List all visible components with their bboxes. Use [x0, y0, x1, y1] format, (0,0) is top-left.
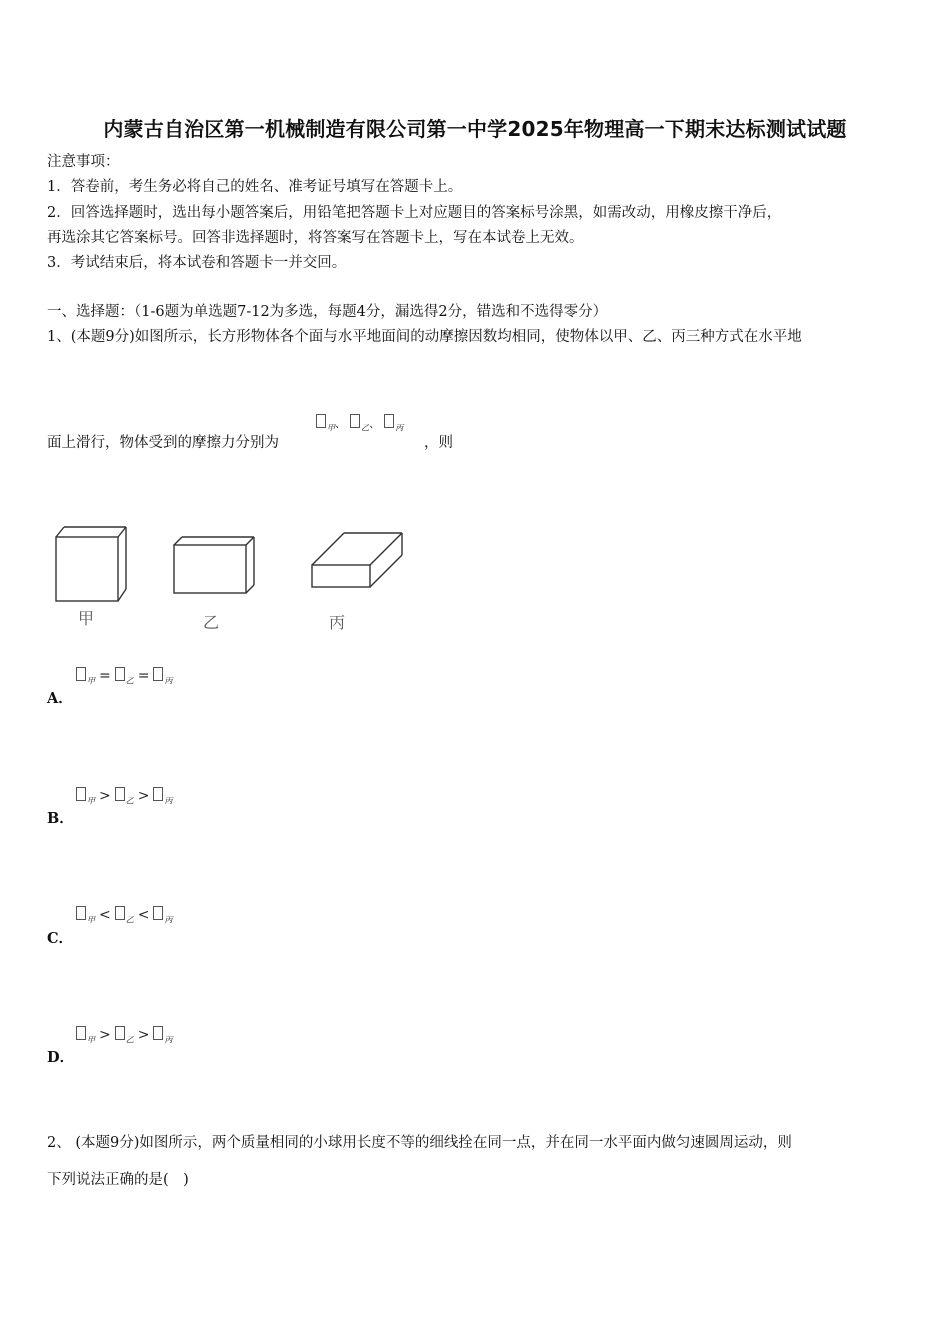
notice-item-1: 1．答卷前，考生务必将自己的姓名、准考证号填写在答题卡上。: [47, 179, 463, 195]
question-1-text-end: ，则: [424, 435, 453, 451]
notice-item-2: 2．回答选择题时，选出每小题答案后，用铅笔把答题卡上对应题目的答案标号涂黑，如需改动，用橡皮擦干净后，: [47, 205, 782, 221]
option-c-label[interactable]: C．: [47, 930, 74, 947]
force-symbol-icon: [316, 414, 326, 428]
option-c-formula: $_甲$ < $_乙$ < $_丙$: [76, 906, 172, 926]
page-title: 内蒙古自治区第一机械制造有限公司第一中学2025年物理高一下期末达标测试试题: [103, 117, 847, 141]
option-a-label[interactable]: A．: [47, 690, 73, 707]
figure-label-jia: 甲: [78, 609, 95, 628]
question-2-text: 2、 (本题9分)如图所示，两个质量相同的小球用长度不等的细线拴在同一点，并在同一水平面内做匀速圆周运动，则: [47, 1135, 792, 1151]
block-bing: [312, 533, 402, 587]
question-1-figure: [40, 515, 420, 640]
notice-item-2-cont: 再选涂其它答案标号。回答非选择题时，将答案写在答题卡上，写在本试卷上无效。: [47, 230, 584, 246]
option-b-label[interactable]: B．: [47, 810, 74, 827]
option-b-formula: $_甲$ > $_乙$ > $_丙$: [76, 787, 172, 807]
force-symbol-icon: [350, 414, 360, 428]
section-heading: 一、选择题：（1-6题为单选题7-12为多选，每题4分，漏选得2分，错选和不选得零分）: [47, 304, 608, 320]
figure-label-yi: 乙: [203, 613, 220, 632]
question-2-text-cont: 下列说法正确的是( ): [47, 1172, 189, 1188]
friction-forces-formula: $_甲$、 $_乙$、 $_丙$: [316, 414, 403, 434]
block-jia: [56, 527, 126, 601]
option-a-formula: $_甲$ = $_乙$ = $_丙$: [76, 667, 172, 687]
notice-heading: 注意事项：: [47, 154, 120, 170]
option-d-formula: $_甲$ > $_乙$ > $_丙$: [76, 1026, 172, 1046]
force-symbol-icon: [384, 414, 394, 428]
option-d-label[interactable]: D．: [47, 1049, 75, 1066]
notice-item-3: 3．考试结束后，将本试卷和答题卡一并交回。: [47, 255, 347, 271]
question-1-text: 1、(本题9分)如图所示，长方形物体各个面与水平地面间的动摩擦因数均相同，使物体以甲、乙、丙三种方式在水平地: [47, 329, 802, 345]
block-yi: [174, 537, 254, 593]
figure-label-bing: 丙: [329, 613, 346, 632]
question-1-text-cont: 面上滑行，物体受到的摩擦力分别为: [47, 435, 279, 451]
